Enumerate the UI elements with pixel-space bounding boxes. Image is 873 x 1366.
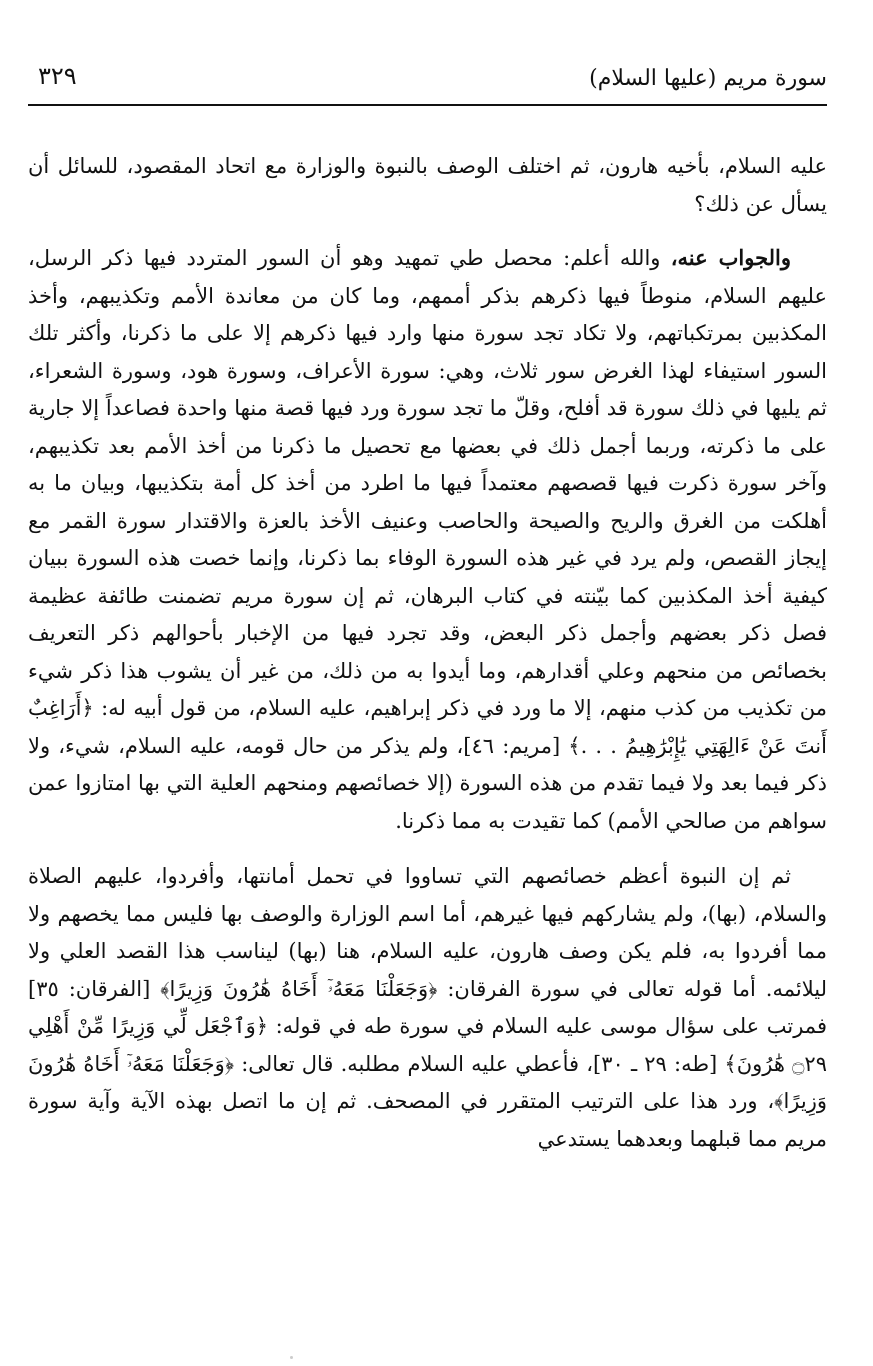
answer-lead: والجواب عنه، bbox=[670, 245, 791, 270]
paragraph-continuation: عليه السلام، بأخيه هارون، ثم اختلف الوصف بالنبوة والوزارة مع اتحاد المقصود، للسائل أن يسأل عن ذلك؟ bbox=[28, 154, 827, 216]
page-number: ٣٢٩ bbox=[38, 62, 77, 90]
paragraph-answer bbox=[28, 239, 827, 840]
answer-text: والله أعلم: محصل طي تمهيد وهو أن السور المتردد فيها ذكر الرسل، عليهم السلام، منوطاً فيها ذكرهم بذكر أممهم، وما كان من معاندة الأمم وتكذيبهم، وأخذ المكذبين بمرتكباتهم، ولا تكاد تجد سورة منها وارد فيها ذكرهم إلا على ما ذكرنا، وأكثر تلك السور استيفاء لهذا الغرض سور ثلاث، وهي: سورة الأعراف، وسورة هود، وسورة الشعراء، ثم يليها في ذلك سورة قد أفلح، وقلّ ما تجد سورة ورد فيها قصة منها واحدة فصاعداً إلا جارية على ما ذكرته، وربما أجمل ذلك في بعضها مع تحصيل ما ذكرنا من أخذ الأمم بعد تكذيبهم، وآخر سورة ذكرت فيها قصصهم معتمداً فيها ما اطرد من أخذ كل أمة بتكذيبها، وبيان ما به أهلكت من الغرق والريح والصيحة والحاصب وعنيف الأخذ بالعزة والاقتدار سورة القمر مع إيجاز القصص، ولم يرد في غير هذه السورة الوفاء بما ذكرنا، وإنما خصت هذه السورة ببيان كيفية أخذ المكذبين كما بيّنته في كتاب البرهان، ثم إن سورة مريم تضمنت طائفة عظيمة فصل ذكر بعضهم وأجمل ذكر البعض، وقد تجرد فيها من الإخبار بأحوالهم ذكر التعريف بخصائص من منحهم وعلي أقدارهم، وما أيدوا به من ذلك، من غير أن يشوب هذا ذكر شيء من تكذيب من كذب منهم، إلا ما ورد في ذكر إبراهيم، عليه السلام، من قول أبيه له: ﴿أَرَاغِبٌ أَنتَ عَنْ ءَالِهَتِي يَٰإِبْرَٰهِيمُ . . .﴾ [مريم: ٤٦]، ولم يذكر من حال قومه، عليه السلام، شيء، ولا ذكر فيما بعد ولا فيما تقدم من هذه السورة (إلا خصائصهم ومنحهم العلية التي بها امتازوا عمن سواهم من صالحي الأمم) كما تقيدت به مما ذكرنا. bbox=[28, 246, 827, 833]
body-text bbox=[28, 148, 827, 1158]
header-rule bbox=[28, 104, 827, 106]
paragraph-prophecy: ثم إن النبوة أعظم خصائصهم التي تساووا في تحمل أمانتها، وأفردوا، عليهم الصلاة والسلام، (بها)، ولم يشاركهم فيها غيرهم، أما اسم الوزارة والوصف بها فليس مما يخصهم ولا مما أفردوا به، فلم يكن وصف هارون، عليه السلام، هنا (بها) ليناسب هذا القصد العلي ولا ليلائمه. أما قوله تعالى في سورة الفرقان: ﴿وَجَعَلْنَا مَعَهُۥٓ أَخَاهُ هَٰرُونَ وَزِيرًا﴾ [الفرقان: ٣٥] فمرتب على سؤال موسى عليه السلام في سورة طه في قوله: ﴿وَٱجْعَل لِّي وَزِيرًا مِّنْ أَهْلِي ۝٢٩ هَٰرُونَ﴾ [طه: ٢٩ ـ ٣٠]، فأعطي عليه السلام مطلبه. قال تعالى: ﴿وَجَعَلْنَا مَعَهُۥٓ أَخَاهُ هَٰرُونَ وَزِيرًا﴾، ورد هذا على الترتيب المتقرر في المصحف. ثم إن ما اتصل بهذه الآية وآية سورة مريم مما قبلهما وبعدهما يستدعي bbox=[28, 864, 827, 1151]
running-title: سورة مريم (عليها السلام) bbox=[589, 66, 827, 91]
scan-speck bbox=[290, 1356, 293, 1359]
page-header bbox=[28, 58, 827, 102]
